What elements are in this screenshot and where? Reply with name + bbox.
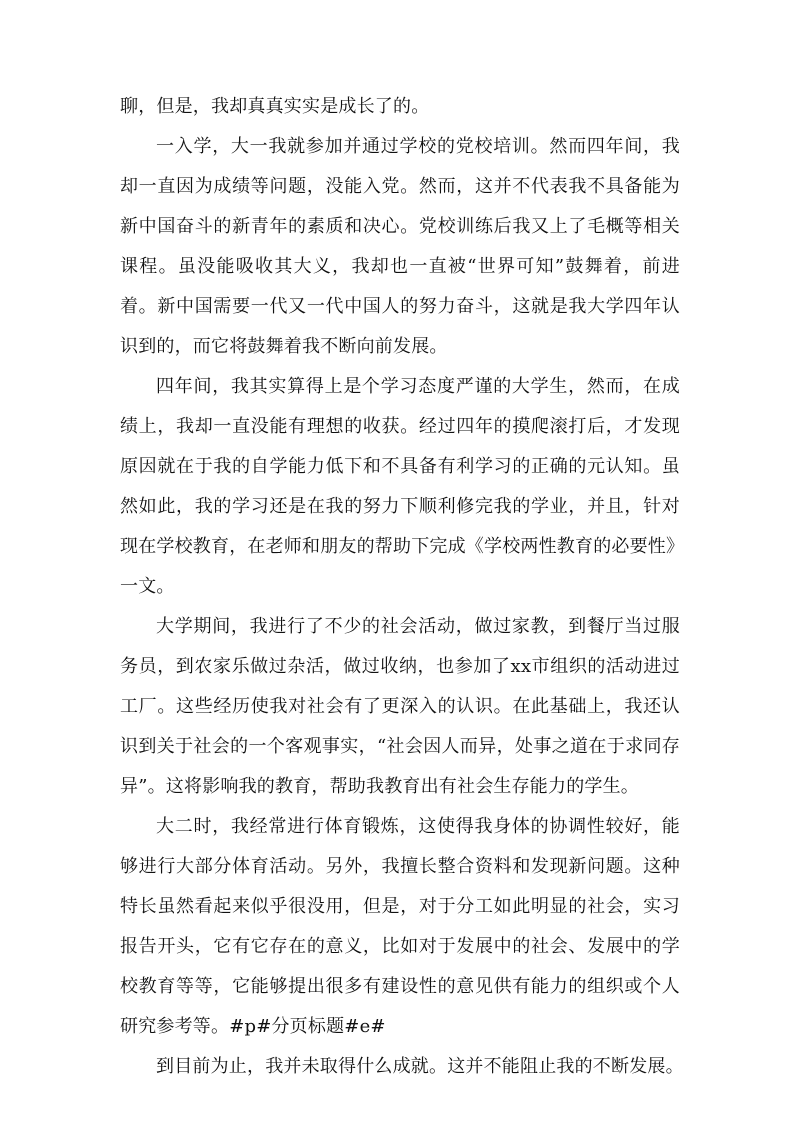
text-line: 新中国奋斗的新青年的素质和决心。党校训练后我又上了毛概等相关 [120, 216, 680, 237]
text-line: 绩上，我却一直没能有理想的收获。经过四年的摸爬滚打后，才发现 [120, 416, 680, 437]
text-line: 研究参考等。#p#分页标题#e# [120, 1016, 386, 1037]
text-line: 务员，到农家乐做过杂活，做过收纳，也参加了xx市组织的活动进过 [120, 656, 680, 677]
text-line: 然如此，我的学习还是在我的努力下顺利修完我的学业，并且，针对 [120, 496, 680, 517]
paragraph-first-line: 一入学，大一我就参加并通过学校的党校培训。然而四年间，我 [156, 136, 680, 157]
text-line: 异”。这将影响我的教育，帮助我教育出有社会生存能力的学生。 [120, 776, 639, 797]
paragraph-first-line: 大二时，我经常进行体育锻炼，这使得我身体的协调性较好，能 [156, 816, 680, 837]
paragraph-first-line: 大学期间，我进行了不少的社会活动，做过家教，到餐厅当过服 [156, 616, 680, 637]
text-line: 聊，但是，我却真真实实是成长了的。 [120, 96, 430, 117]
paragraph-first-line: 到目前为止，我并未取得什么成就。这并不能阻止我的不断发展。 [156, 1056, 684, 1077]
text-line: 特长虽然看起来似乎很没用，但是，对于分工如此明显的社会，实习 [120, 896, 680, 917]
paragraph-first-line: 四年间，我其实算得上是个学习态度严谨的大学生，然而，在成 [156, 376, 680, 397]
text-line: 一文。 [120, 576, 175, 597]
text-line: 校教育等等，它能够提出很多有建设性的意见供有能力的组织或个人 [120, 976, 680, 997]
text-line: 够进行大部分体育活动。另外，我擅长整合资料和发现新问题。这种 [120, 856, 680, 877]
text-line: 着。新中国需要一代又一代中国人的努力奋斗，这就是我大学四年认 [120, 296, 680, 317]
text-line: 识到的，而它将鼓舞着我不断向前发展。 [120, 336, 448, 357]
text-line: 课程。虽没能吸收其大义，我却也一直被“世界可知”鼓舞着，前进 [120, 256, 680, 277]
text-line: 报告开头，它有它存在的意义，比如对于发展中的社会、发展中的学 [120, 936, 680, 957]
text-line: 识到关于社会的一个客观事实，“社会因人而异，处事之道在于求同存 [120, 736, 680, 757]
text-line: 工厂。这些经历使我对社会有了更深入的认识。在此基础上，我还认 [120, 696, 680, 717]
text-line: 现在学校教育，在老师和朋友的帮助下完成《学校两性教育的必要性》 [120, 536, 685, 557]
text-line: 却一直因为成绩等问题，没能入党。然而，这并不代表我不具备能为 [120, 176, 680, 197]
text-line: 原因就在于我的自学能力低下和不具备有利学习的正确的元认知。虽 [120, 456, 680, 477]
